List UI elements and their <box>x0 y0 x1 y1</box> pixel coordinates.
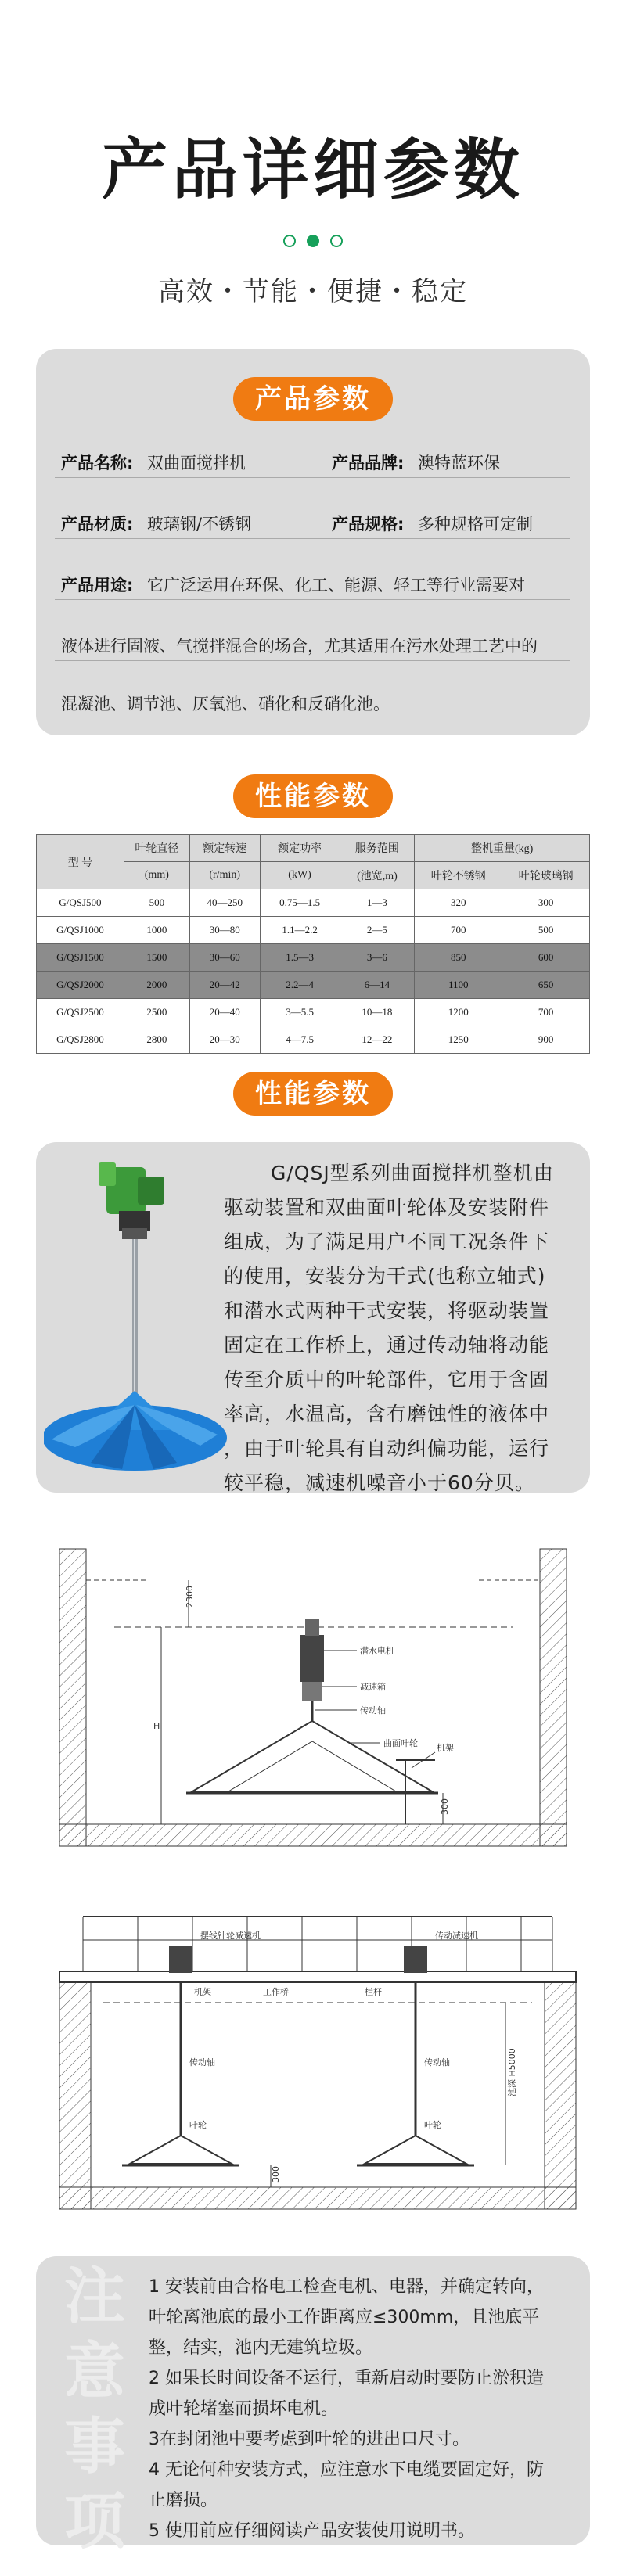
note-line: 3在封闭池中要考虑到叶轮的进出口尺寸。 <box>149 2430 470 2449</box>
th-range: 服务范围 <box>340 835 415 862</box>
cell-weight-frp: 900 <box>502 1026 590 1054</box>
use-line-2: 液体进行固液、气搅拌混合的场合，尤其适用在污水处理工艺中的 <box>61 637 538 656</box>
cell-diameter: 500 <box>124 889 189 917</box>
intro-line: G/QSJ型系列曲面搅拌机整机由 <box>271 1162 554 1184</box>
cell-speed: 20—40 <box>189 999 260 1026</box>
note-line: 2 如果长时间设备不运行，重新启动时要防止淤积造 <box>149 2369 544 2388</box>
notes-heading <box>52 2259 138 2560</box>
table-row <box>37 917 590 944</box>
page-subtitle: 高效・节能・便捷・稳定 <box>158 276 468 307</box>
cell-weight-frp: 500 <box>502 917 590 944</box>
params-pill: 产品参数 <box>233 377 393 421</box>
cell-power: 4—7.5 <box>260 1026 340 1054</box>
note-line: 4 无论何种安装方式，应注意水下电缆要固定好，防 <box>149 2460 544 2480</box>
th-diameter-unit: (mm) <box>124 862 189 889</box>
intro-line: 和潜水式两种干式安装，将驱动装置 <box>224 1299 550 1322</box>
cell-range: 2—5 <box>340 917 415 944</box>
cell-weight-frp: 600 <box>502 944 590 972</box>
intro-pill: 性能参数 <box>233 1072 393 1116</box>
notes-big-char: 注 <box>63 2262 125 2332</box>
cell-diameter: 2800 <box>124 1026 189 1054</box>
cell-range: 1—3 <box>340 889 415 917</box>
dim-bottom: 300 <box>440 1798 450 1815</box>
cell-power: 1.1—2.2 <box>260 917 340 944</box>
th-range-unit: (池宽,m) <box>340 862 415 889</box>
notes-text <box>149 2272 579 2546</box>
note-line: 整，结实，池内无建筑垃圾。 <box>149 2338 373 2358</box>
intro-line: 驱动装置和双曲面叶轮体及安装附件 <box>224 1196 550 1219</box>
cell-speed: 30—80 <box>189 917 260 944</box>
th-model: 型 号 <box>37 835 124 889</box>
brand-value: 澳特蓝环保 <box>418 454 500 472</box>
cell-model: G/QSJ1000 <box>37 917 124 944</box>
cell-range: 3—6 <box>340 944 415 972</box>
label-impeller-left: 叶轮 <box>189 2120 207 2130</box>
dot-icon <box>330 235 343 247</box>
note-line: 成叶轮堵塞而损坏电机。 <box>149 2399 339 2419</box>
cell-range: 10—18 <box>340 999 415 1026</box>
use-line-1: 它广泛运用在环保、化工、能源、轻工等行业需要对 <box>147 576 525 595</box>
th-power-unit: (kW) <box>260 862 340 889</box>
notes-big-char: 项 <box>63 2487 125 2557</box>
table-row <box>37 999 590 1026</box>
mixer-product-image <box>44 1156 239 1485</box>
table-row <box>37 1026 590 1054</box>
dim-h: H <box>153 1721 160 1731</box>
dim-bottom: 300 <box>271 2166 281 2183</box>
th-weight-ss: 叶轮不锈钢 <box>415 862 502 889</box>
name-value: 双曲面搅拌机 <box>147 454 246 472</box>
decor-dots <box>0 235 626 247</box>
cell-diameter: 1500 <box>124 944 189 972</box>
cell-weight-frp: 300 <box>502 889 590 917</box>
cell-weight-ss: 1200 <box>415 999 502 1026</box>
intro-line: 组成，为了满足用户不同工况条件下 <box>224 1231 550 1253</box>
intro-line: 的使用，安装分为干式(也称立轴式) <box>224 1265 546 1288</box>
cell-weight-frp: 650 <box>502 972 590 999</box>
label-bridge: 工作桥 <box>263 1987 289 1997</box>
label-frame: 机架 <box>194 1987 211 1997</box>
perf-pill: 性能参数 <box>233 774 393 818</box>
material-label: 产品材质: <box>61 515 134 534</box>
th-weight-frp: 叶轮玻璃钢 <box>502 862 590 889</box>
cell-weight-ss: 700 <box>415 917 502 944</box>
notes-big-char: 意 <box>63 2337 125 2407</box>
cell-model: G/QSJ500 <box>37 889 124 917</box>
dot-icon <box>283 235 296 247</box>
cell-weight-ss: 320 <box>415 889 502 917</box>
cell-range: 6—14 <box>340 972 415 999</box>
th-speed-unit: (r/min) <box>189 862 260 889</box>
params-row-4 <box>55 626 570 661</box>
label-shaft-left: 传动轴 <box>189 2057 215 2068</box>
cell-model: G/QSJ2500 <box>37 999 124 1026</box>
intro-line: 较平稳，减速机噪音小于60分贝。 <box>224 1471 535 1494</box>
material-value: 玻璃钢/不锈钢 <box>147 515 252 534</box>
table-row <box>37 889 590 917</box>
intro-line: 率高，水温高，含有磨蚀性的液体中 <box>224 1403 550 1425</box>
perf-table <box>36 834 590 1054</box>
cell-speed: 20—30 <box>189 1026 260 1054</box>
label-motor: 潜水电机 <box>360 1646 394 1656</box>
cell-model: G/QSJ2800 <box>37 1026 124 1054</box>
installation-diagram-submersible <box>36 1533 590 1862</box>
cell-diameter: 1000 <box>124 917 189 944</box>
cell-power: 2.2—4 <box>260 972 340 999</box>
cell-weight-ss: 1250 <box>415 1026 502 1054</box>
cell-weight-ss: 850 <box>415 944 502 972</box>
dim-top: 2300 <box>185 1586 195 1608</box>
label-impeller-right: 叶轮 <box>424 2120 441 2130</box>
params-row-1 <box>55 443 570 478</box>
th-speed: 额定转速 <box>189 835 260 862</box>
note-line: 叶轮离池底的最小工作距离应≤300mm，且池底平 <box>149 2308 540 2327</box>
notes-big-char: 事 <box>63 2412 125 2482</box>
intro-text <box>224 1156 576 1500</box>
label-motor-left: 摆线针轮减速机 <box>200 1931 261 1941</box>
params-row-2 <box>55 504 570 539</box>
label-motor-right: 传动减速机 <box>435 1931 478 1941</box>
table-row <box>37 972 590 999</box>
th-power: 额定功率 <box>260 835 340 862</box>
note-line: 止磨损。 <box>149 2491 218 2510</box>
use-label: 产品用途: <box>61 576 134 595</box>
cell-speed: 20—42 <box>189 972 260 999</box>
label-shaft: 传动轴 <box>360 1705 386 1716</box>
dot-icon <box>307 235 319 247</box>
cell-speed: 30—60 <box>189 944 260 972</box>
label-impeller: 曲面叶轮 <box>383 1738 418 1748</box>
label-frame: 机架 <box>437 1743 454 1753</box>
cell-weight-frp: 700 <box>502 999 590 1026</box>
cell-power: 1.5—3 <box>260 944 340 972</box>
name-label: 产品名称: <box>61 454 134 472</box>
spec-value: 多种规格可定制 <box>418 515 533 534</box>
cell-model: G/QSJ2000 <box>37 972 124 999</box>
label-shaft-right: 传动轴 <box>424 2057 450 2068</box>
cell-diameter: 2000 <box>124 972 189 999</box>
table-row <box>37 944 590 972</box>
dim-depth: 池深 H5000 <box>507 2048 517 2096</box>
cell-weight-ss: 1100 <box>415 972 502 999</box>
spec-label: 产品规格: <box>332 515 405 534</box>
intro-line: ，由于叶轮具有自动纠偏功能，运行 <box>224 1437 550 1460</box>
th-weight: 整机重量(kg) <box>415 835 590 862</box>
label-reducer: 减速箱 <box>360 1682 386 1692</box>
cell-range: 12—22 <box>340 1026 415 1054</box>
cell-model: G/QSJ1500 <box>37 944 124 972</box>
note-line: 1 安装前由合格电工检查电机、电器，并确定转向， <box>149 2277 544 2297</box>
intro-line: 传至介质中的叶轮部件，它用于含固 <box>224 1368 550 1391</box>
cell-speed: 40—250 <box>189 889 260 917</box>
cell-diameter: 2500 <box>124 999 189 1026</box>
cell-power: 3—5.5 <box>260 999 340 1026</box>
use-line-3: 混凝池、调节池、厌氧池、硝化和反硝化池。 <box>61 695 390 713</box>
page-title: 产品详细参数 <box>101 131 524 208</box>
note-line: 5 使用前应仔细阅读产品安装使用说明书。 <box>149 2521 475 2541</box>
intro-line: 固定在工作桥上，通过传动轴将动能 <box>224 1334 550 1356</box>
params-row-3 <box>55 565 570 600</box>
th-diameter: 叶轮直径 <box>124 835 189 862</box>
cell-power: 0.75—1.5 <box>260 889 340 917</box>
params-row-5 <box>55 687 570 721</box>
label-rail: 栏杆 <box>365 1987 382 1997</box>
perf-table-wrap <box>36 834 590 1054</box>
brand-label: 产品品牌: <box>332 454 405 472</box>
installation-diagram-dry <box>36 1901 590 2214</box>
